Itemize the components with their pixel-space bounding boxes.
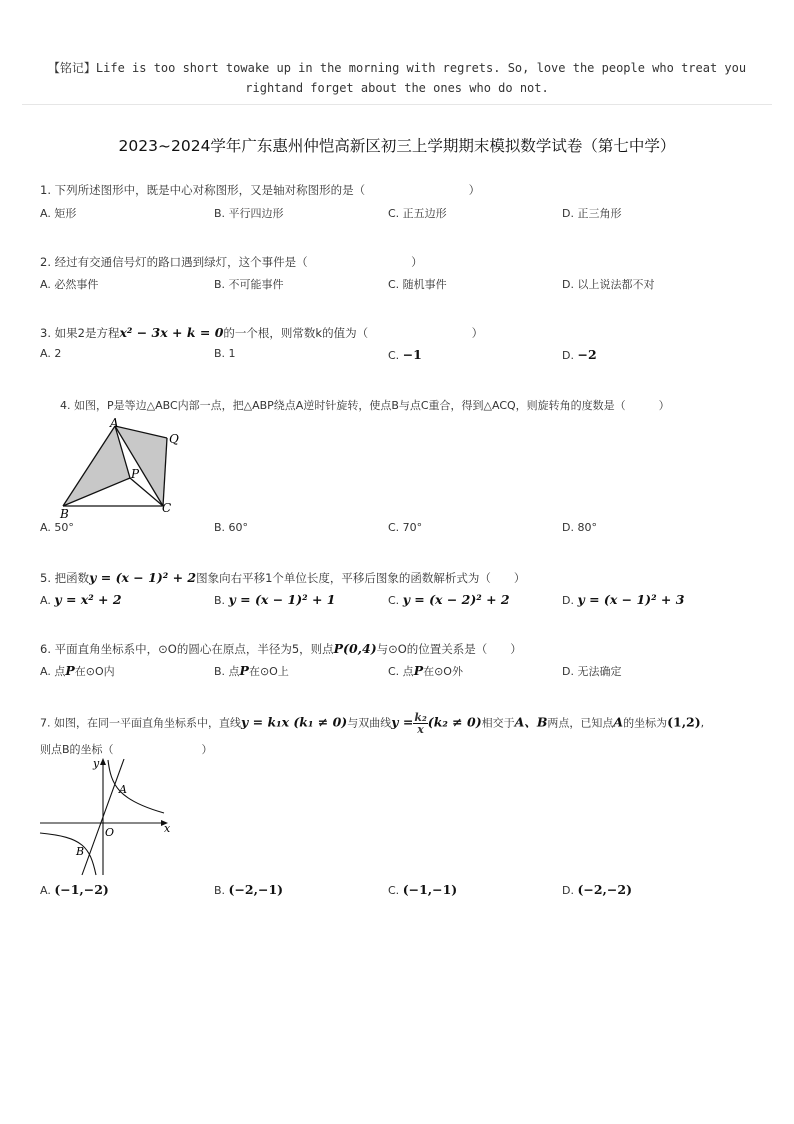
q2-option-b[interactable]: B. 不可能事件 — [214, 278, 284, 291]
q7-text-mid4: 的坐标为 — [623, 716, 668, 730]
q7-text-mid2: 相交于 — [481, 716, 515, 730]
q7-option-c-value: (−1,−1) — [402, 882, 458, 897]
q6-option-a-point: P — [65, 663, 75, 678]
q6-option-b-point: P — [239, 663, 249, 678]
question-4: 4. 如图，P是等边△ABC内部一点，把△ABP绕点A逆时针旋转，使点B与点C重合，得到△ACQ，则旋转角的度数是（ ） — [60, 399, 670, 412]
q7-option-b-value: (−2,−1) — [228, 882, 284, 897]
q7-option-b[interactable] — [214, 882, 283, 897]
q5-option-b[interactable] — [214, 592, 336, 607]
q3-option-a-label: A. — [40, 347, 55, 360]
q7-option-c[interactable] — [388, 882, 457, 897]
q7-option-a-label: A. — [40, 884, 55, 897]
q3-option-b-label: B. — [214, 347, 229, 360]
q7-point-a: A — [613, 714, 624, 730]
q7-text-mid3: 两点，已知点 — [547, 716, 614, 730]
q3-option-a[interactable] — [40, 347, 61, 360]
question-5-options — [40, 592, 760, 612]
q7-hyperbola-branch-2 — [40, 833, 96, 875]
q4-option-a[interactable]: A. 50° — [40, 521, 74, 534]
question-2-options — [40, 276, 760, 296]
motto-line-2: rightand forget about the ones who do not. — [245, 81, 549, 95]
q7-figure — [38, 755, 178, 877]
question-6 — [40, 641, 522, 657]
q7-hyperbola-condition: (k₂ ≠ 0) — [427, 714, 482, 730]
q3-option-b[interactable] — [214, 347, 236, 360]
q7-line-equation: y = k₁x (k₁ ≠ 0) — [241, 714, 348, 730]
q4-label-b: B — [60, 507, 69, 520]
question-6-options — [40, 663, 760, 683]
q7-label-b: B — [76, 845, 85, 858]
q7-text-pre: 7. 如图，在同一平面直角坐标系中，直线 — [40, 716, 241, 730]
q7-y-axis-arrow — [100, 758, 106, 765]
question-7 — [40, 712, 704, 735]
question-7-line-2: 则点B的坐标（ ） — [40, 743, 213, 756]
q3-option-d[interactable] — [562, 347, 597, 362]
q5-option-b-label: B. — [214, 594, 229, 607]
q6-option-a-pre: A. 点 — [40, 665, 66, 678]
q7-option-d[interactable] — [562, 882, 632, 897]
q7-option-c-label: C. — [388, 884, 403, 897]
q6-option-c[interactable] — [388, 663, 463, 679]
q4-option-c[interactable]: C. 70° — [388, 521, 423, 534]
q5-text-pre: 5. 把函数 — [40, 571, 90, 585]
q2-option-c[interactable]: C. 随机事件 — [388, 278, 447, 291]
q3-option-c-value: −1 — [402, 347, 422, 362]
q7-option-d-label: D. — [562, 884, 578, 897]
q3-option-d-label: D. — [562, 349, 578, 362]
q6-option-a-post: 在⊙O内 — [74, 665, 115, 678]
q7-option-a-value: (−1,−2) — [54, 882, 109, 897]
question-2: 2. 经过有交通信号灯的路口遇到绿灯，这个事件是（ ） — [40, 255, 423, 269]
question-7-options — [40, 882, 760, 902]
q6-option-b-post: 在⊙O上 — [248, 665, 289, 678]
q6-option-a[interactable] — [40, 663, 115, 679]
q7-points: A、B — [514, 714, 548, 730]
q6-option-b[interactable] — [214, 663, 289, 679]
q3-text-post: 的一个根，则常数k的值为（ ） — [223, 326, 484, 340]
q1-option-a[interactable]: A. 矩形 — [40, 207, 77, 220]
q1-option-c[interactable]: C. 正五边形 — [388, 207, 447, 220]
q5-option-c-label: C. — [388, 594, 403, 607]
q1-option-b[interactable]: B. 平行四边形 — [214, 207, 284, 220]
q7-frac-numerator: k₂ — [414, 711, 427, 724]
q6-point: P(0,4) — [333, 641, 377, 656]
q7-option-d-value: (−2,−2) — [577, 882, 632, 897]
question-1: 1. 下列所述图形中，既是中心对称图形，又是轴对称图形的是（ ） — [40, 183, 481, 197]
q7-text-end: , — [700, 716, 705, 730]
q7-text-mid: 与双曲线 — [347, 716, 392, 730]
question-3-options — [40, 347, 760, 367]
q7-fraction — [413, 712, 427, 735]
q7-option-a[interactable] — [40, 882, 109, 897]
q5-option-d-label: D. — [562, 594, 578, 607]
q7-frac-denominator: x — [417, 723, 424, 736]
q4-option-d[interactable]: D. 80° — [562, 521, 597, 534]
motto — [0, 58, 794, 98]
q2-option-a[interactable]: A. 必然事件 — [40, 278, 99, 291]
q6-option-c-point: P — [413, 663, 424, 678]
q5-option-a-value: y = x² + 2 — [54, 592, 122, 607]
q5-function: y = (x − 1)² + 2 — [89, 570, 197, 585]
q7-hyperbola-branch-1 — [108, 760, 164, 813]
q4-figure — [55, 416, 190, 520]
q1-option-d[interactable]: D. 正三角形 — [562, 207, 622, 220]
question-5 — [40, 570, 525, 586]
q2-option-d[interactable]: D. 以上说法都不对 — [562, 278, 655, 291]
q6-option-d-text: D. 无法确定 — [562, 665, 622, 678]
q4-triangle-abp-shaded — [63, 426, 130, 506]
q7-coordinate: (1,2) — [667, 714, 701, 730]
q5-option-d[interactable] — [562, 592, 684, 607]
q5-option-d-value: y = (x − 1)² + 3 — [577, 592, 685, 607]
q4-option-b[interactable]: B. 60° — [214, 521, 249, 534]
question-4-options — [40, 521, 760, 541]
q3-option-c-label: C. — [388, 349, 403, 362]
q5-option-b-value: y = (x − 1)² + 1 — [228, 592, 336, 607]
q3-text-pre: 3. 如果2是方程 — [40, 326, 120, 340]
q6-option-b-pre: B. 点 — [214, 665, 240, 678]
q3-option-b-value: 1 — [228, 347, 236, 360]
q7-hyperbola-lhs: y = — [391, 714, 414, 730]
q5-text-post: 图象向右平移1个单位长度，平移后图象的函数解析式为（ ） — [196, 571, 526, 585]
question-3 — [40, 325, 483, 341]
q6-option-c-post: 在⊙O外 — [423, 665, 463, 678]
q3-option-a-value: 2 — [54, 347, 62, 360]
q4-label-c: C — [162, 501, 172, 515]
q3-option-d-value: −2 — [577, 347, 597, 362]
q7-label-y: y — [93, 757, 100, 770]
q4-label-q: Q — [169, 432, 179, 446]
q3-equation: x² − 3x + k = 0 — [119, 325, 224, 340]
q5-option-c[interactable] — [388, 592, 510, 607]
divider — [22, 104, 772, 105]
q7-label-o: O — [105, 826, 115, 839]
q3-option-c[interactable] — [388, 347, 422, 362]
q6-text-pre: 6. 平面直角坐标系中，⊙O的圆心在原点，半径为5，则点 — [40, 642, 334, 656]
q7-label-a: A — [119, 783, 127, 796]
page-title: 2023~2024学年广东惠州仲恺高新区初三上学期期末模拟数学试卷（第七中学） — [118, 137, 676, 155]
q7-label-x: x — [164, 822, 171, 835]
q6-option-d[interactable] — [562, 663, 621, 679]
q4-label-a: A — [110, 416, 119, 430]
q5-option-a[interactable] — [40, 592, 122, 607]
question-1-options — [40, 205, 760, 225]
q4-label-p: P — [131, 467, 140, 481]
q5-option-a-label: A. — [40, 594, 55, 607]
q6-option-c-pre: C. 点 — [388, 665, 414, 678]
q6-text-post: 与⊙O的位置关系是（ ） — [376, 642, 522, 656]
q5-option-c-value: y = (x − 2)² + 2 — [402, 592, 510, 607]
motto-line-1: 【铭记】Life is too short towake up in the morning with regrets. So, love the people who treat you — [47, 61, 747, 75]
q7-option-b-label: B. — [214, 884, 229, 897]
